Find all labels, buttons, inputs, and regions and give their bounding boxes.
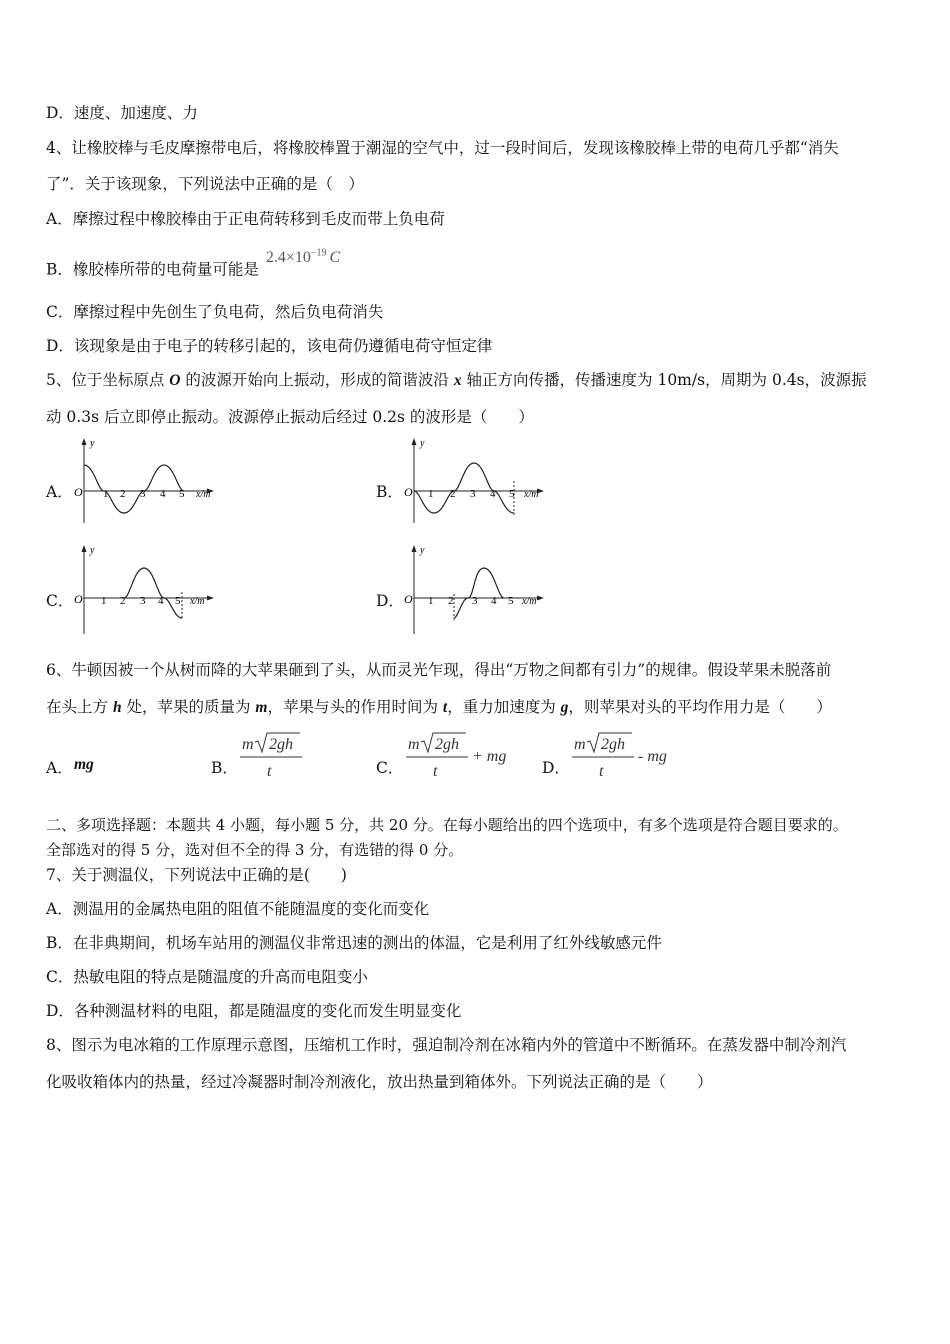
q5-graph-c bbox=[66, 542, 226, 637]
q7-option-a: A．测温用的金属热电阻的阻值不能随温度的变化而变化 bbox=[46, 900, 430, 918]
q8-stem-line-2: 化吸收箱体内的热量，经过冷凝器时制冷剂液化，放出热量到箱体外。下列说法正确的是（ ） bbox=[46, 1073, 713, 1091]
charge-unit: C bbox=[329, 249, 341, 267]
q4-stem-line-1: 4、让橡胶棒与毛皮摩擦带电后，将橡胶棒置于潮湿的空气中，过一段时间后，发现该橡胶棒上带的电荷几乎都“消失 bbox=[46, 139, 839, 157]
y-axis-arrow-icon bbox=[412, 438, 417, 445]
q5-stem-part: 轴正方向传播，传播速度为 10m/s，周期为 0.4s，波源振 bbox=[461, 371, 867, 389]
q6-stem-line-2 bbox=[46, 697, 832, 718]
q5-graph-b bbox=[396, 435, 556, 527]
q6-stem-part: ，苹果与头的作用时间为 bbox=[267, 698, 443, 716]
q5-stem-part: 的波源开始向上振动，形成的简谐波沿 bbox=[180, 371, 454, 389]
section-2-heading-line-1: 二、多项选择题：本题共 4 小题，每小题 5 分，共 20 分。在每小题给出的四个选项中，有多个选项是符合题目要求的。 bbox=[46, 816, 848, 834]
x-axis-label: x/m bbox=[522, 596, 537, 607]
wave-curve bbox=[454, 568, 504, 618]
q6-var-t: t bbox=[442, 699, 448, 716]
tick-label: 5 bbox=[509, 488, 515, 500]
q6-stem-part: ，重力加速度为 bbox=[447, 698, 561, 716]
q6-stem-part: ，则苹果对头的平均作用力是（ ） bbox=[568, 698, 832, 716]
tick-label: 5 bbox=[508, 595, 514, 607]
fraction-m: m bbox=[408, 736, 420, 753]
q4-option-b-text: B．橡胶棒所带的电荷量可能是 bbox=[46, 260, 259, 279]
q6-label-c: C． bbox=[376, 759, 404, 777]
q7-stem: 7、关于测温仪，下列说法中正确的是( ) bbox=[46, 866, 347, 884]
tick-label: 2 bbox=[450, 488, 456, 500]
fraction-root: 2gh bbox=[435, 736, 459, 753]
fraction-root: 2gh bbox=[601, 736, 625, 753]
tick-label: 4 bbox=[490, 488, 496, 500]
fraction-m: m bbox=[242, 736, 254, 753]
q5-label-d: D． bbox=[376, 592, 404, 610]
q6-label-d: D． bbox=[542, 759, 570, 777]
q6-stem-part: 处，苹果的质量为 bbox=[121, 698, 256, 716]
tick-label: 1 bbox=[101, 595, 107, 607]
q4-stem-line-2: 了”．关于该现象，下列说法中正确的是（ ） bbox=[46, 175, 364, 193]
wave-curve bbox=[84, 465, 184, 513]
q6-label-a: A． bbox=[46, 759, 73, 777]
tick-label: 2 bbox=[448, 595, 454, 607]
q6-stem-part: 在头上方 bbox=[46, 698, 113, 716]
q4-option-a: A．摩擦过程中橡胶棒由于正电荷转移到毛皮而带上负电荷 bbox=[46, 210, 445, 228]
tick-label: 3 bbox=[470, 488, 476, 500]
q6-option-c-fraction bbox=[402, 730, 522, 782]
q8-stem-line-1: 8、图示为电冰箱的工作原理示意图，压缩机工作时，强迫制冷剂在冰箱内外的管道中不断循环。在蒸发器中制冷剂汽 bbox=[46, 1036, 847, 1054]
tick-label: 5 bbox=[175, 595, 181, 607]
q6-var-g: g bbox=[560, 699, 569, 716]
q5-stem-line-1 bbox=[46, 370, 867, 391]
q7-option-d: D．各种测温材料的电阻，都是随温度的变化而发生明显变化 bbox=[46, 1002, 462, 1020]
x-axis-label: x/m bbox=[190, 596, 205, 607]
q6-option-a: mg bbox=[74, 756, 94, 773]
x-axis-arrow-icon bbox=[537, 596, 544, 601]
tick-label: 1 bbox=[103, 488, 109, 500]
section-2-heading-line-2: 全部选对的得 5 分，选对但不全的得 3 分，有选错的得 0 分。 bbox=[46, 841, 464, 859]
tick-label: 1 bbox=[428, 488, 434, 500]
origin-label: O bbox=[74, 592, 83, 606]
q7-option-c: C．热敏电阻的特点是随温度的升高而电阻变小 bbox=[46, 968, 368, 986]
x-axis-label: x/m bbox=[524, 489, 539, 500]
tick-label: 3 bbox=[472, 595, 478, 607]
q5-var-o: O bbox=[169, 372, 181, 389]
q6-stem-line-1: 6、牛顿因被一个从树而降的大苹果砸到了头，从而灵光乍现，得出“万物之间都有引力”的规律。假设苹果未脱落前 bbox=[46, 661, 832, 679]
y-axis-label: y bbox=[90, 438, 95, 449]
q5-stem-part: 5、位于坐标原点 bbox=[46, 371, 170, 389]
option-d-tail: - mg bbox=[638, 748, 667, 765]
tick-label: 5 bbox=[179, 488, 185, 500]
tick-label: 4 bbox=[160, 488, 166, 500]
q5-label-a: A． bbox=[46, 483, 73, 501]
origin-label: O bbox=[404, 592, 413, 606]
fraction-t: t bbox=[267, 763, 272, 780]
q5-stem-line-2: 动 0.3s 后立即停止振动。波源停止振动后经过 0.2s 的波形是（ ） bbox=[46, 408, 534, 426]
q4-option-d: D．该现象是由于电子的转移引起的，该电荷仍遵循电荷守恒定律 bbox=[46, 337, 493, 355]
tick-label: 1 bbox=[428, 595, 434, 607]
charge-value bbox=[266, 249, 340, 266]
y-axis-label: y bbox=[420, 545, 425, 556]
origin-label: O bbox=[404, 485, 413, 499]
fraction-t: t bbox=[433, 763, 438, 780]
tick-label: 3 bbox=[140, 488, 146, 500]
x-axis-label: x/m bbox=[196, 489, 211, 500]
q6-option-b-fraction bbox=[236, 730, 316, 782]
y-axis-arrow-icon bbox=[412, 545, 417, 552]
tick-label: 4 bbox=[491, 595, 497, 607]
y-axis-label: y bbox=[420, 438, 425, 449]
q4-option-c: C．摩擦过程中先创生了负电荷，然后负电荷消失 bbox=[46, 303, 384, 321]
x-axis-arrow-icon bbox=[207, 596, 214, 601]
q5-label-b: B． bbox=[376, 483, 403, 501]
y-axis-label: y bbox=[90, 545, 95, 556]
fraction-root: 2gh bbox=[269, 736, 293, 753]
q5-graph-a bbox=[66, 435, 226, 527]
y-axis-arrow-icon bbox=[82, 438, 87, 445]
q6-label-b: B． bbox=[211, 759, 238, 777]
fraction-t: t bbox=[599, 763, 604, 780]
wave-curve bbox=[124, 568, 182, 618]
tick-label: 3 bbox=[140, 595, 146, 607]
q6-var-m: m bbox=[255, 699, 268, 716]
q5-graph-d bbox=[396, 542, 556, 637]
origin-label: O bbox=[74, 485, 83, 499]
y-axis-arrow-icon bbox=[82, 545, 87, 552]
option-c-tail: + mg bbox=[472, 748, 507, 765]
charge-exponent: −19 bbox=[310, 248, 327, 259]
q6-option-d-fraction bbox=[568, 730, 688, 782]
q4-option-b bbox=[46, 248, 341, 280]
q5-var-x: x bbox=[453, 372, 462, 389]
q5-label-c: C． bbox=[46, 592, 74, 610]
tick-label: 4 bbox=[158, 595, 164, 607]
tick-label: 2 bbox=[120, 595, 126, 607]
fraction-m: m bbox=[574, 736, 586, 753]
q6-var-h: h bbox=[112, 699, 122, 716]
tick-label: 2 bbox=[120, 488, 126, 500]
q3-option-d: D．速度、加速度、力 bbox=[46, 104, 198, 122]
q7-option-b: B．在非典期间，机场车站用的测温仪非常迅速的测出的体温，它是利用了红外线敏感元件 bbox=[46, 934, 662, 952]
charge-mantissa: 2.4×10 bbox=[265, 249, 311, 267]
